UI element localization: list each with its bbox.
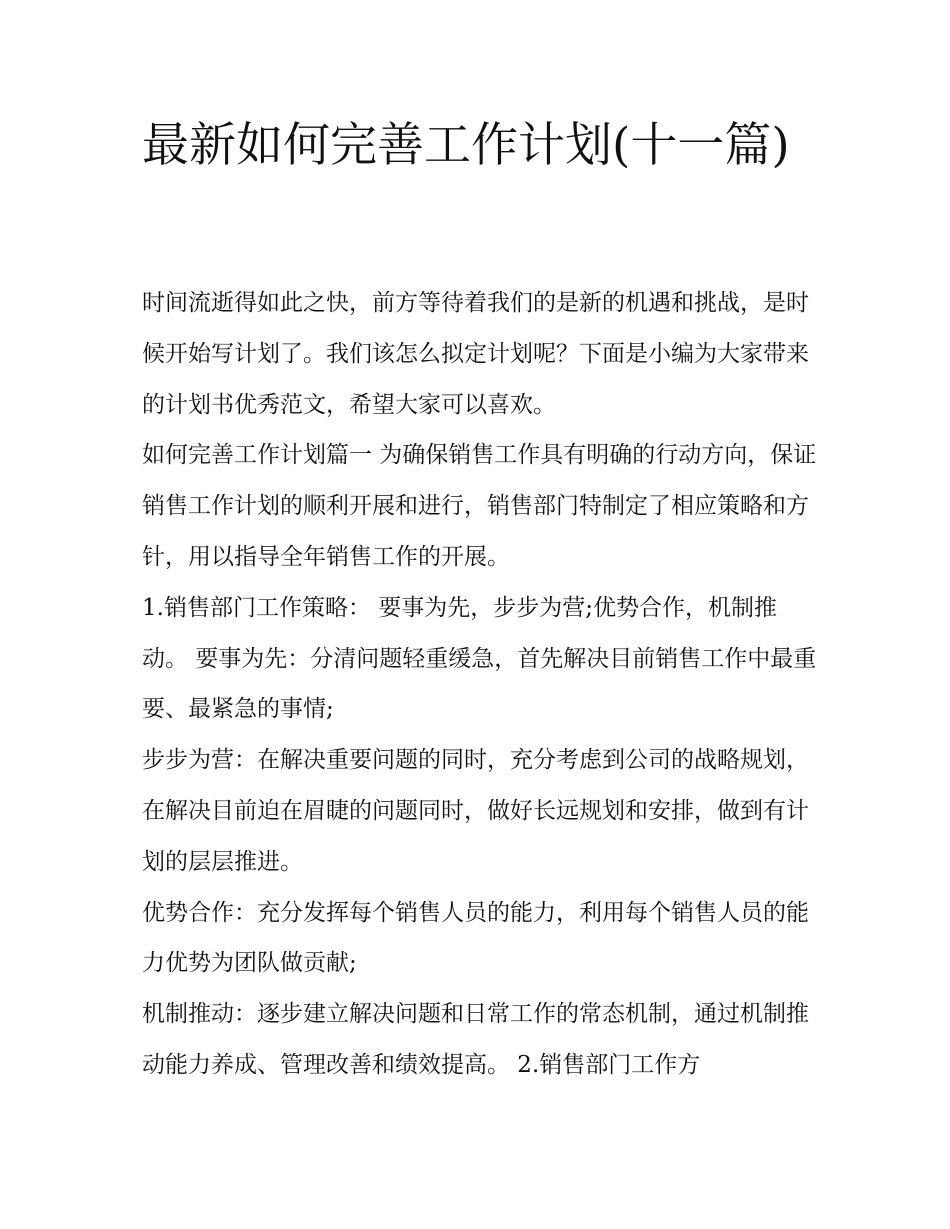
paragraph-intro: 时间流逝得如此之快，前方等待着我们的是新的机遇和挑战，是时候开始写计划了。我们该怎么拟定计划呢？下面是小编为大家带来的计划书优秀范文，希望大家可以喜欢。 <box>142 290 809 418</box>
paragraph-plan-one: 如何完善工作计划篇一 为确保销售工作具有明确的行动方向，保证销售工作计划的顺利开展和进行，销售部门特制定了相应策略和方针，用以指导全年销售工作的开展。 <box>142 442 817 570</box>
document-title: 最新如何完善工作计划(十一篇) <box>142 118 790 173</box>
paragraph-step-by-step: 步步为营：在解决重要问题的同时，充分考虑到公司的战略规划，在解决目前迫在眉睫的问题同时，做好长远规划和安排，做到有计划的层层推进。 <box>142 747 809 875</box>
paragraph-strategy: 1.销售部门工作策略： 要事为先，步步为营;优势合作，机制推动。 要事为先：分清问题轻重缓急，首先解决目前销售工作中最重要、最紧急的事情; <box>142 594 817 723</box>
paragraph-cooperation: 优势合作：充分发挥每个销售人员的能力，利用每个销售人员的能力优势为团队做贡献; <box>142 899 809 977</box>
document-body <box>142 278 822 1091</box>
paragraph-mechanism: 机制推动：逐步建立解决问题和日常工作的常态机制，通过机制推动能力养成、管理改善和绩效提高。 2.销售部门工作方 <box>142 1001 809 1078</box>
